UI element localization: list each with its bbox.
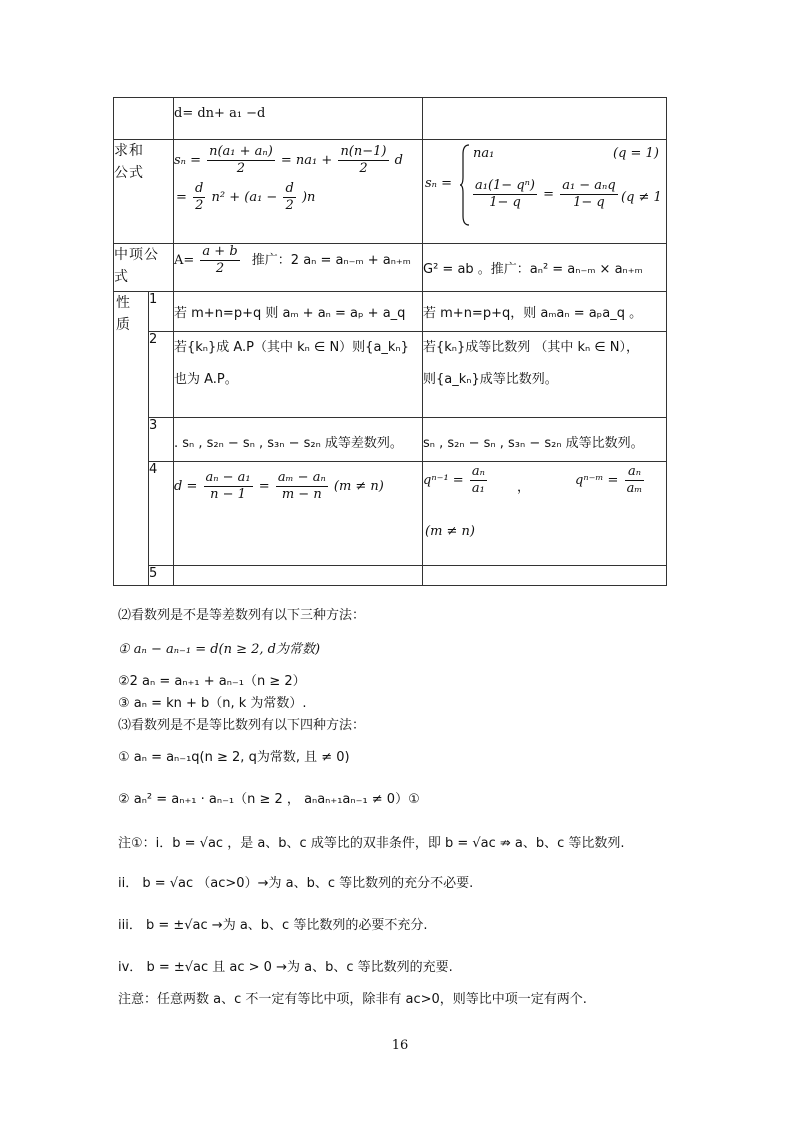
geo-p4-den1: a₁ (471, 481, 485, 496)
arith-property-2-line1: 若{kₙ}成 A.P（其中 kₙ ∈ N）则{a_kₙ} (174, 340, 409, 355)
sum-formula-label: 求和公式 (114, 143, 144, 181)
geo-property-3-text: sₙ , s₂ₙ − sₙ , s₃ₙ − s₂ₙ 成等比数列。 (423, 436, 644, 451)
arith-mid-extension: 推广：2 aₙ = aₙ₋ₘ + aₙ₊ₘ (251, 253, 411, 268)
arith-property-2-line2: 也为 A.P。 (174, 372, 238, 387)
geo-sum-case2-cond: (q ≠ 1 (621, 190, 662, 205)
arith-mid-num: a + b (202, 244, 238, 259)
arith-general-term-text: d= dn+ a₁ −d (174, 106, 266, 121)
arith-property-4 (174, 462, 423, 566)
geo-p4-den2: aₘ (626, 481, 643, 496)
note-i: 注①：i．b = √ac ，是 a、b、c 成等比的双非条件，即 b = √ac ⇏ a、b、c 等比数列. (118, 836, 625, 851)
arith-general-term-cell (174, 98, 423, 140)
note-geo-method-1: ① aₙ = aₙ₋₁q(n ≥ 2, q为常数, 且 ≠ 0) (118, 750, 350, 765)
arith-sum2-mid: n² + (a₁ − (211, 190, 278, 205)
table-row (114, 292, 667, 332)
property-number: 5 (149, 566, 174, 586)
arith-property-3-text: . sₙ , s₂ₙ − sₙ , s₃ₙ − s₂ₙ 成等差数列。 (174, 436, 403, 451)
arith-sum-den2: 2 (359, 161, 368, 176)
note-arith-method-3: ③ aₙ = kn + b（n, k 为常数）. (118, 696, 307, 711)
geo-p4-q1: qⁿ⁻¹ = (423, 473, 464, 488)
empty-cell (423, 98, 667, 140)
arith-p4-d: d = (174, 479, 198, 494)
mid-term-label: 中项公式 (114, 247, 159, 285)
geo-sum-case1-cond: (q = 1) (613, 146, 659, 161)
empty-cell (174, 566, 423, 586)
arith-mid-cell (174, 244, 423, 292)
geo-property-2-line2: 则{a_kₙ}成等比数列。 (423, 372, 558, 387)
arith-sum-prefix: sₙ = (174, 153, 201, 168)
arith-sum-num1: n(a₁ + aₙ) (209, 144, 273, 159)
geo-sum-num2: a₁ − aₙq (562, 178, 616, 193)
geo-p4-num2: aₙ (625, 464, 645, 481)
note-geo-method-2: ② aₙ² = aₙ₊₁ · aₙ₋₁（n ≥ 2 ， aₙaₙ₊₁aₙ₋₁ ≠ 0）① (118, 792, 420, 807)
geo-p4-q2: qⁿ⁻ᵐ = (575, 473, 619, 488)
geo-sum-den1: 1− q (489, 195, 521, 210)
property-number: 1 (149, 292, 174, 332)
arith-mid-den: 2 (215, 261, 225, 276)
table-row (114, 462, 667, 566)
geo-property-1 (423, 292, 667, 332)
property-number: 3 (149, 418, 174, 462)
table-row (114, 98, 667, 140)
arith-sum-suffix: d (394, 153, 403, 168)
geo-sum-eq: = (543, 187, 555, 202)
table-row (114, 332, 667, 418)
arith-property-2 (174, 332, 423, 418)
arith-property-3 (174, 418, 423, 462)
note-arith-methods-heading: ⑵看数列是不是等差数列有以下三种方法： (118, 608, 366, 623)
arith-sum2-pre: = (176, 190, 187, 205)
geo-sum-den2: 1− q (573, 195, 605, 210)
geo-sum-prefix: sₙ = (425, 176, 452, 191)
geo-p4-num1: aₙ (471, 464, 485, 479)
geo-sum-num1: a₁(1− qⁿ) (475, 178, 535, 193)
geo-sum-cell (423, 140, 667, 244)
property-number: 2 (149, 332, 174, 418)
arith-p4-num1: aₙ − a₁ (205, 470, 251, 485)
note-iv: iv． b = ±√ac 且 ac > 0 →为 a、b、c 等比数列的充要. (118, 960, 453, 975)
arith-p4-num2: aₘ − aₙ (277, 470, 326, 485)
table-row (114, 244, 667, 292)
arith-property-1 (174, 292, 423, 332)
table-row (114, 566, 667, 586)
geo-p4-comma: ， (517, 480, 531, 495)
geo-property-3 (423, 418, 667, 462)
arith-p4-eq: = (258, 479, 270, 494)
geo-property-1-text: 若 m+n=p+q，则 aₘaₙ = aₚa_q 。 (423, 306, 643, 321)
empty-cell (114, 98, 174, 140)
arith-sum2-den1: 2 (195, 198, 204, 213)
arith-p4-den2: m − n (281, 487, 322, 502)
note-ii: ii． b = √ac （ac>0）→为 a、b、c 等比数列的充分不必要. (118, 876, 474, 891)
arith-mid-prefix: A= (174, 253, 195, 268)
geo-mid-text: G² = ab 。推广：aₙ² = aₙ₋ₘ × aₙ₊ₘ (423, 262, 643, 277)
geo-property-2-line1: 若{kₙ}成等比数列 （其中 kₙ ∈ N）， (423, 340, 640, 355)
arith-sum2-den2: 2 (285, 198, 294, 213)
empty-cell (423, 566, 667, 586)
table-row (114, 140, 667, 244)
sequence-properties-table (113, 97, 667, 586)
page-number: 16 (391, 1038, 409, 1053)
properties-label: 性质 (116, 295, 131, 333)
property-number: 4 (149, 462, 174, 566)
arith-sum2-num2: d (285, 181, 294, 196)
geo-property-4 (423, 462, 667, 566)
arith-sum2-suffix: )n (301, 190, 316, 205)
props-label-cell (114, 292, 149, 586)
arith-sum-cell (174, 140, 423, 244)
note-arith-method-1: ① aₙ − aₙ₋₁ = d(n ≥ 2, d为常数) (118, 642, 321, 657)
geo-mid-cell (423, 244, 667, 292)
arith-p4-cond: (m ≠ n) (333, 479, 384, 494)
table-row (114, 418, 667, 462)
geo-property-2 (423, 332, 667, 418)
arith-sum-den1: 2 (236, 161, 246, 176)
arith-sum-mid: = na₁ + (280, 153, 333, 168)
arith-p4-den1: n − 1 (210, 487, 246, 502)
geo-p4-cond: (m ≠ n) (425, 524, 476, 539)
arith-property-1-text: 若 m+n=p+q 则 aₘ + aₙ = aₚ + a_q (174, 306, 406, 321)
brace-icon (459, 144, 471, 226)
note-iii: iii． b = ±√ac →为 a、b、c 等比数列的必要不充分. (118, 918, 428, 933)
sum-label-cell (114, 140, 174, 244)
note-arith-method-2: ②2 aₙ = aₙ₊₁ + aₙ₋₁（n ≥ 2） (118, 674, 306, 689)
note-geo-methods-heading: ⑶看数列是不是等比数列有以下四种方法： (118, 718, 366, 733)
arith-sum-num2: n(n−1) (340, 144, 387, 159)
arith-sum2-num1: d (195, 181, 204, 196)
geo-sum-case1: na₁ (473, 146, 495, 161)
mid-label-cell (114, 244, 174, 292)
note-attention: 注意：任意两数 a、c 不一定有等比中项，除非有 ac>0，则等比中项一定有两个. (118, 992, 587, 1007)
